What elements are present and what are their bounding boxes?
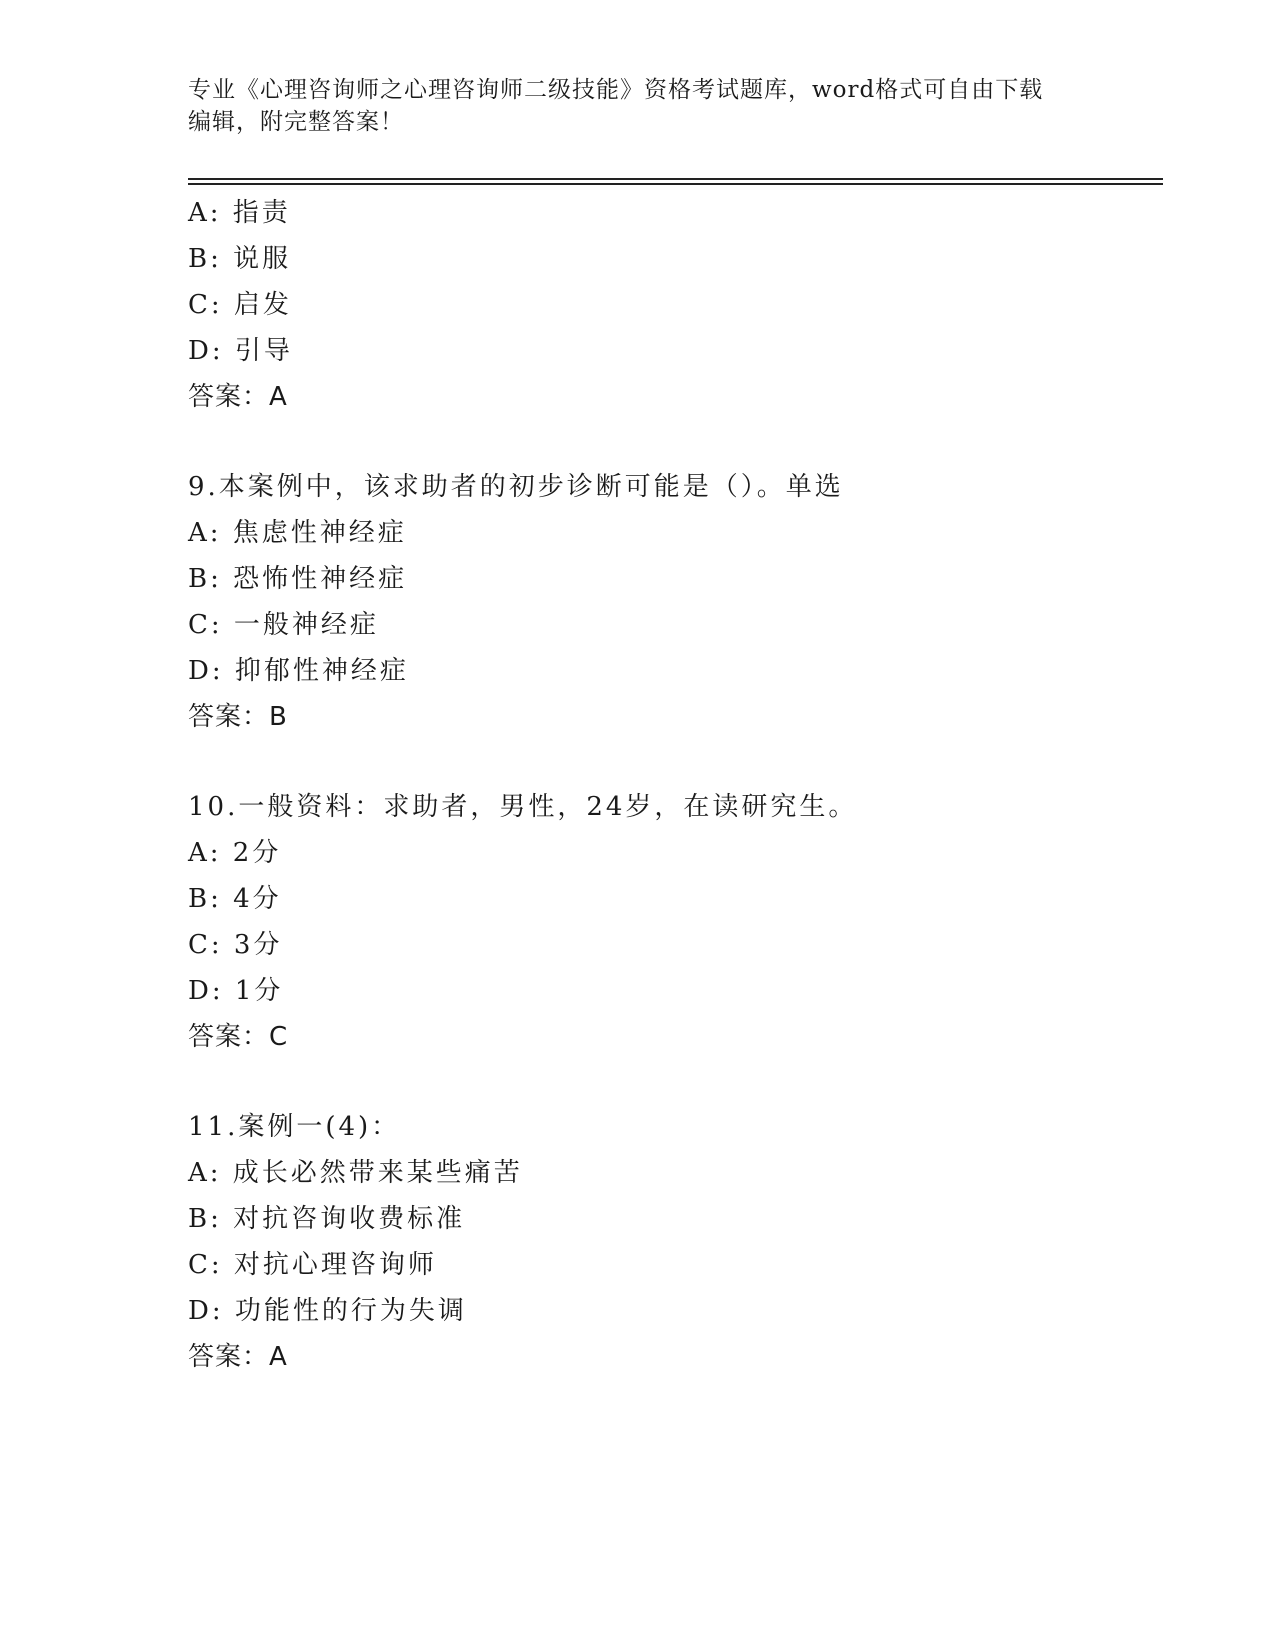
answer-line: 答案：B <box>188 702 288 732</box>
option-a: A: 成长必然带来某些痛苦 <box>188 1158 523 1188</box>
answer-line: 答案：A <box>188 382 288 412</box>
option-d: D: 抑郁性神经症 <box>188 656 409 686</box>
answer-line: 答案：A <box>188 1342 288 1372</box>
answer-line: 答案：C <box>188 1022 289 1052</box>
header-divider-top <box>188 178 1163 180</box>
option-d: D: 1分 <box>188 976 284 1006</box>
option-a: A: 指责 <box>188 198 291 228</box>
option-b: B: 对抗咨询收费标准 <box>188 1204 466 1234</box>
question-block-partial <box>188 190 1163 420</box>
option-c: C: 对抗心理咨询师 <box>188 1250 437 1280</box>
document-header <box>188 74 1078 138</box>
header-line-2: 编辑，附完整答案！ <box>188 109 404 135</box>
question-text: 10.一般资料：求助者，男性，24岁，在读研究生。 <box>188 792 858 822</box>
question-text: 11.案例一(4)： <box>188 1112 401 1142</box>
option-a: A: 焦虑性神经症 <box>188 518 407 548</box>
option-b: B: 4分 <box>188 884 282 914</box>
header-line-1: 专业《心理咨询师之心理咨询师二级技能》资格考试题库，word格式可自由下载 <box>188 77 1044 103</box>
question-block-10 <box>188 784 1163 1060</box>
header-divider-bottom <box>188 183 1163 185</box>
option-c: C: 3分 <box>188 930 283 960</box>
option-b: B: 说服 <box>188 244 292 274</box>
option-a: A: 2分 <box>188 838 282 868</box>
question-block-9 <box>188 464 1163 740</box>
option-b: B: 恐怖性神经症 <box>188 564 408 594</box>
option-d: D: 功能性的行为失调 <box>188 1296 467 1326</box>
option-c: C: 启发 <box>188 290 292 320</box>
option-d: D: 引导 <box>188 336 293 366</box>
option-c: C: 一般神经症 <box>188 610 379 640</box>
question-list <box>188 190 1163 1380</box>
question-text: 9.本案例中，该求助者的初步诊断可能是（）。单选 <box>188 472 844 502</box>
question-block-11 <box>188 1104 1163 1380</box>
